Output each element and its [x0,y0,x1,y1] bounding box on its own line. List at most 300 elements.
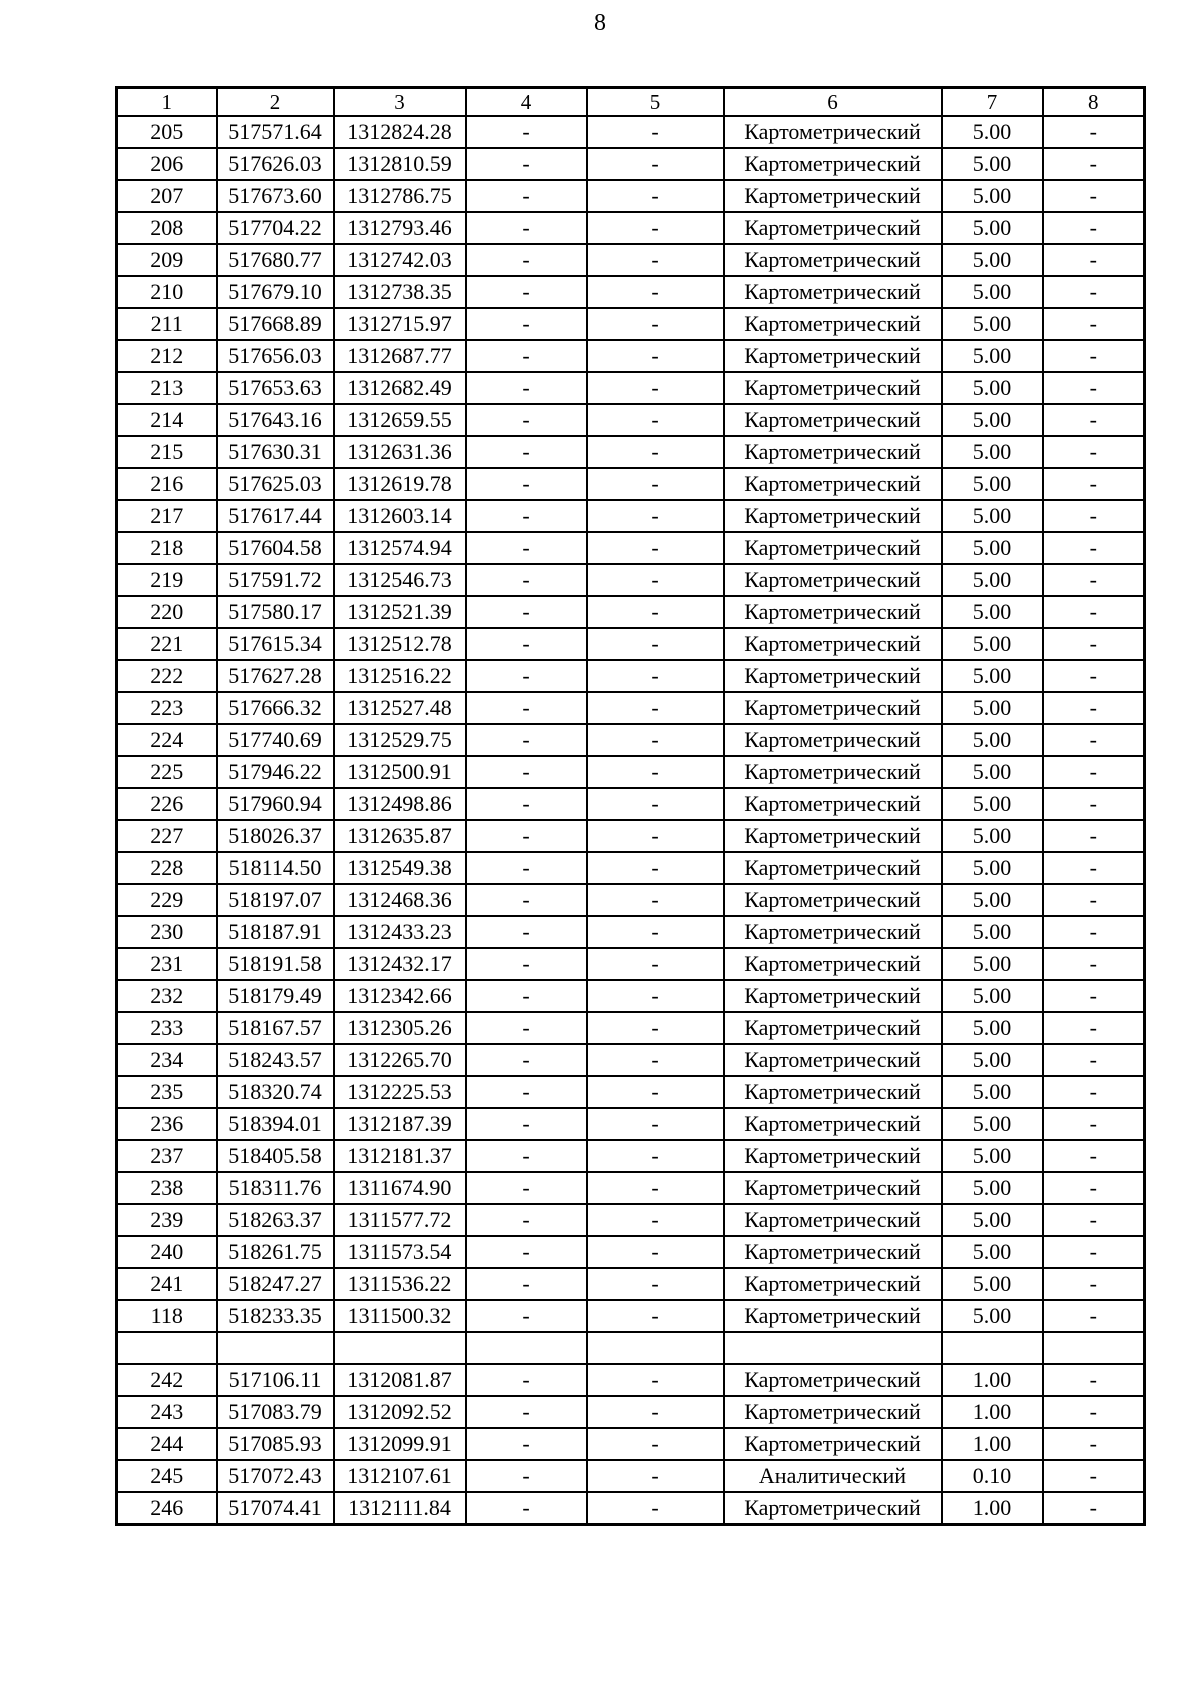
column-8-cell: - [1043,372,1145,404]
accuracy-cell: 5.00 [942,532,1043,564]
method-cell: Картометрический [724,916,942,948]
method-cell: Картометрический [724,884,942,916]
method-cell: Картометрический [724,724,942,756]
accuracy-cell: 5.00 [942,340,1043,372]
accuracy-cell: 5.00 [942,692,1043,724]
x-coordinate-cell: 517074.41 [217,1492,334,1525]
column-8-cell: - [1043,1364,1145,1396]
y-coordinate-cell: 1312181.37 [334,1140,466,1172]
column-5-cell: - [587,532,724,564]
point-number-cell: 207 [117,180,217,212]
method-cell: Картометрический [724,180,942,212]
table-row [117,1268,1145,1300]
point-number-cell: 227 [117,820,217,852]
point-number-cell: 239 [117,1204,217,1236]
column-4-cell: - [466,884,587,916]
table-row [117,276,1145,308]
point-number-cell: 215 [117,436,217,468]
column-8-cell: - [1043,1428,1145,1460]
accuracy-cell: 1.00 [942,1428,1043,1460]
point-number-cell: 233 [117,1012,217,1044]
accuracy-cell: 5.00 [942,724,1043,756]
column-4-cell: - [466,1492,587,1525]
column-5-cell: - [587,1236,724,1268]
column-5-cell: - [587,404,724,436]
method-cell: Картометрический [724,1428,942,1460]
x-coordinate-cell: 517106.11 [217,1364,334,1396]
column-4-cell: - [466,276,587,308]
column-5-cell: - [587,1364,724,1396]
y-coordinate-cell: 1311573.54 [334,1236,466,1268]
column-5-cell: - [587,1300,724,1332]
column-5-cell: - [587,660,724,692]
column-8-cell: - [1043,468,1145,500]
column-5-cell: - [587,820,724,852]
y-coordinate-cell: 1312527.48 [334,692,466,724]
table-row [117,980,1145,1012]
x-coordinate-cell: 517740.69 [217,724,334,756]
x-coordinate-cell: 518179.49 [217,980,334,1012]
y-coordinate-cell: 1312516.22 [334,660,466,692]
accuracy-cell: 1.00 [942,1492,1043,1525]
x-coordinate-cell: 518197.07 [217,884,334,916]
column-5-cell: - [587,692,724,724]
accuracy-cell: 5.00 [942,628,1043,660]
accuracy-cell: 5.00 [942,948,1043,980]
table-row [117,564,1145,596]
x-coordinate-cell: 518311.76 [217,1172,334,1204]
method-cell: Картометрический [724,852,942,884]
x-coordinate-cell: 518263.37 [217,1204,334,1236]
column-5-cell: - [587,1492,724,1525]
column-8-cell: - [1043,1268,1145,1300]
y-coordinate-cell: 1312305.26 [334,1012,466,1044]
accuracy-cell: 1.00 [942,1396,1043,1428]
method-cell: Картометрический [724,372,942,404]
column-5-cell: - [587,244,724,276]
column-4-cell: - [466,1364,587,1396]
column-header: 6 [724,88,942,117]
y-coordinate-cell: 1312793.46 [334,212,466,244]
column-4-cell: - [466,1140,587,1172]
accuracy-cell: 5.00 [942,308,1043,340]
method-cell: Картометрический [724,596,942,628]
x-coordinate-cell: 518026.37 [217,820,334,852]
column-8-cell: - [1043,340,1145,372]
column-5-cell: - [587,788,724,820]
column-4-cell: - [466,1076,587,1108]
table-row [117,180,1145,212]
column-5-cell: - [587,500,724,532]
x-coordinate-cell: 517666.32 [217,692,334,724]
accuracy-cell: 5.00 [942,1012,1043,1044]
y-coordinate-cell: 1312521.39 [334,596,466,628]
column-4-cell: - [466,1396,587,1428]
x-coordinate-cell: 517653.63 [217,372,334,404]
column-8-cell: - [1043,756,1145,788]
accuracy-cell [942,1332,1043,1364]
table-row [117,116,1145,148]
method-cell [724,1332,942,1364]
point-number-cell: 241 [117,1268,217,1300]
accuracy-cell: 5.00 [942,820,1043,852]
method-cell: Картометрический [724,340,942,372]
point-number-cell: 231 [117,948,217,980]
accuracy-cell: 5.00 [942,756,1043,788]
accuracy-cell: 5.00 [942,244,1043,276]
table-row [117,212,1145,244]
table-row [117,1364,1145,1396]
point-number-cell: 223 [117,692,217,724]
method-cell: Картометрический [724,1012,942,1044]
point-number-cell: 226 [117,788,217,820]
table-row [117,1172,1145,1204]
point-number-cell: 234 [117,1044,217,1076]
table-row [117,244,1145,276]
y-coordinate-cell: 1311674.90 [334,1172,466,1204]
y-coordinate-cell: 1312738.35 [334,276,466,308]
table-row [117,468,1145,500]
y-coordinate-cell: 1312432.17 [334,948,466,980]
table-row [117,436,1145,468]
accuracy-cell: 5.00 [942,1044,1043,1076]
column-8-cell: - [1043,180,1145,212]
point-number-cell: 229 [117,884,217,916]
method-cell: Картометрический [724,1172,942,1204]
method-cell: Картометрический [724,276,942,308]
point-number-cell [117,1332,217,1364]
x-coordinate-cell: 518394.01 [217,1108,334,1140]
table-row [117,852,1145,884]
table-row [117,1204,1145,1236]
accuracy-cell: 5.00 [942,1236,1043,1268]
x-coordinate-cell [217,1332,334,1364]
column-4-cell: - [466,1012,587,1044]
table-row [117,916,1145,948]
accuracy-cell: 5.00 [942,436,1043,468]
table-row [117,788,1145,820]
table-row [117,1236,1145,1268]
column-5-cell: - [587,1076,724,1108]
y-coordinate-cell: 1312099.91 [334,1428,466,1460]
column-8-cell: - [1043,244,1145,276]
column-4-cell: - [466,1460,587,1492]
column-4-cell: - [466,1236,587,1268]
column-8-cell: - [1043,1236,1145,1268]
point-number-cell: 220 [117,596,217,628]
table-row [117,1076,1145,1108]
table-row [117,884,1145,916]
column-4-cell: - [466,564,587,596]
column-5-cell: - [587,372,724,404]
coordinates-table [115,86,1146,1526]
x-coordinate-cell: 518167.57 [217,1012,334,1044]
y-coordinate-cell: 1312265.70 [334,1044,466,1076]
column-4-cell: - [466,468,587,500]
x-coordinate-cell: 517591.72 [217,564,334,596]
accuracy-cell: 5.00 [942,1300,1043,1332]
point-number-cell: 244 [117,1428,217,1460]
x-coordinate-cell: 517627.28 [217,660,334,692]
column-8-cell: - [1043,628,1145,660]
y-coordinate-cell: 1312107.61 [334,1460,466,1492]
point-number-cell: 217 [117,500,217,532]
accuracy-cell: 5.00 [942,1076,1043,1108]
point-number-cell: 230 [117,916,217,948]
x-coordinate-cell: 517626.03 [217,148,334,180]
point-number-cell: 235 [117,1076,217,1108]
accuracy-cell: 5.00 [942,1268,1043,1300]
column-4-cell: - [466,692,587,724]
x-coordinate-cell: 517679.10 [217,276,334,308]
y-coordinate-cell [334,1332,466,1364]
column-4-cell: - [466,788,587,820]
method-cell: Картометрический [724,660,942,692]
column-5-cell: - [587,1204,724,1236]
page-number: 8 [594,10,606,36]
point-number-cell: 224 [117,724,217,756]
column-4-cell: - [466,308,587,340]
column-4-cell: - [466,532,587,564]
method-cell: Картометрический [724,404,942,436]
column-5-cell: - [587,116,724,148]
accuracy-cell: 5.00 [942,404,1043,436]
column-5-cell: - [587,1044,724,1076]
method-cell: Картометрический [724,1236,942,1268]
column-8-cell: - [1043,1492,1145,1525]
accuracy-cell: 5.00 [942,1140,1043,1172]
x-coordinate-cell: 518191.58 [217,948,334,980]
column-header: 5 [587,88,724,117]
table-row [117,1460,1145,1492]
method-cell: Картометрический [724,820,942,852]
method-cell: Картометрический [724,1140,942,1172]
table-row [117,692,1145,724]
method-cell: Картометрический [724,116,942,148]
point-number-cell: 228 [117,852,217,884]
method-cell: Картометрический [724,628,942,660]
accuracy-cell: 5.00 [942,1172,1043,1204]
y-coordinate-cell: 1312081.87 [334,1364,466,1396]
x-coordinate-cell: 517580.17 [217,596,334,628]
method-cell: Картометрический [724,948,942,980]
method-cell: Картометрический [724,788,942,820]
table-row [117,820,1145,852]
column-8-cell: - [1043,980,1145,1012]
column-4-cell: - [466,1108,587,1140]
x-coordinate-cell: 517615.34 [217,628,334,660]
method-cell: Картометрический [724,1268,942,1300]
y-coordinate-cell: 1312631.36 [334,436,466,468]
column-4-cell: - [466,244,587,276]
method-cell: Картометрический [724,1044,942,1076]
column-5-cell: - [587,1396,724,1428]
column-5-cell: - [587,1012,724,1044]
column-header: 4 [466,88,587,117]
column-5-cell: - [587,468,724,500]
method-cell: Картометрический [724,468,942,500]
column-header: 3 [334,88,466,117]
table-row [117,308,1145,340]
point-number-cell: 232 [117,980,217,1012]
column-8-cell: - [1043,1460,1145,1492]
x-coordinate-cell: 517604.58 [217,532,334,564]
column-5-cell: - [587,1140,724,1172]
column-4-cell: - [466,1300,587,1332]
column-8-cell: - [1043,148,1145,180]
table-row [117,628,1145,660]
accuracy-cell: 5.00 [942,852,1043,884]
x-coordinate-cell: 517946.22 [217,756,334,788]
column-5-cell: - [587,916,724,948]
y-coordinate-cell: 1312342.66 [334,980,466,1012]
y-coordinate-cell: 1312810.59 [334,148,466,180]
column-5-cell: - [587,628,724,660]
x-coordinate-cell: 517571.64 [217,116,334,148]
point-number-cell: 208 [117,212,217,244]
y-coordinate-cell: 1312574.94 [334,532,466,564]
column-4-cell: - [466,212,587,244]
method-cell: Картометрический [724,436,942,468]
x-coordinate-cell: 518261.75 [217,1236,334,1268]
y-coordinate-cell: 1312187.39 [334,1108,466,1140]
column-8-cell: - [1043,1140,1145,1172]
table-row [117,1108,1145,1140]
column-8-cell: - [1043,596,1145,628]
point-number-cell: 237 [117,1140,217,1172]
accuracy-cell: 5.00 [942,660,1043,692]
y-coordinate-cell: 1312512.78 [334,628,466,660]
column-4-cell: - [466,1428,587,1460]
y-coordinate-cell: 1312092.52 [334,1396,466,1428]
method-cell: Картометрический [724,1300,942,1332]
column-5-cell: - [587,1428,724,1460]
accuracy-cell: 5.00 [942,180,1043,212]
point-number-cell: 236 [117,1108,217,1140]
column-8-cell: - [1043,532,1145,564]
accuracy-cell: 5.00 [942,916,1043,948]
column-8-cell: - [1043,1172,1145,1204]
y-coordinate-cell: 1312715.97 [334,308,466,340]
method-cell: Картометрический [724,1364,942,1396]
table-row [117,596,1145,628]
column-8-cell: - [1043,308,1145,340]
y-coordinate-cell: 1312786.75 [334,180,466,212]
point-number-cell: 240 [117,1236,217,1268]
column-8-cell: - [1043,1204,1145,1236]
x-coordinate-cell: 518405.58 [217,1140,334,1172]
y-coordinate-cell: 1312546.73 [334,564,466,596]
point-number-cell: 219 [117,564,217,596]
y-coordinate-cell: 1312682.49 [334,372,466,404]
method-cell: Картометрический [724,1492,942,1525]
table-row [117,724,1145,756]
column-4-cell: - [466,948,587,980]
point-number-cell: 214 [117,404,217,436]
accuracy-cell: 5.00 [942,468,1043,500]
table-header-row [117,88,1145,117]
point-number-cell: 243 [117,1396,217,1428]
y-coordinate-cell: 1312498.86 [334,788,466,820]
table-row [117,340,1145,372]
column-5-cell: - [587,724,724,756]
column-5-cell: - [587,308,724,340]
column-4-cell: - [466,628,587,660]
y-coordinate-cell: 1311500.32 [334,1300,466,1332]
accuracy-cell: 5.00 [942,1204,1043,1236]
column-4-cell: - [466,1268,587,1300]
x-coordinate-cell: 517085.93 [217,1428,334,1460]
column-5-cell: - [587,980,724,1012]
column-5-cell [587,1332,724,1364]
column-5-cell: - [587,436,724,468]
table-row [117,756,1145,788]
x-coordinate-cell: 518243.57 [217,1044,334,1076]
column-8-cell: - [1043,436,1145,468]
y-coordinate-cell: 1312742.03 [334,244,466,276]
accuracy-cell: 1.00 [942,1364,1043,1396]
point-number-cell: 245 [117,1460,217,1492]
point-number-cell: 238 [117,1172,217,1204]
accuracy-cell: 5.00 [942,884,1043,916]
column-8-cell: - [1043,500,1145,532]
column-8-cell: - [1043,1396,1145,1428]
column-8-cell: - [1043,1300,1145,1332]
x-coordinate-cell: 517643.16 [217,404,334,436]
x-coordinate-cell: 517680.77 [217,244,334,276]
column-5-cell: - [587,212,724,244]
y-coordinate-cell: 1312500.91 [334,756,466,788]
x-coordinate-cell: 517083.79 [217,1396,334,1428]
y-coordinate-cell: 1312468.36 [334,884,466,916]
column-4-cell: - [466,148,587,180]
table-row [117,1428,1145,1460]
table-row [117,1396,1145,1428]
column-8-cell: - [1043,884,1145,916]
column-header: 2 [217,88,334,117]
column-4-cell: - [466,980,587,1012]
point-number-cell: 211 [117,308,217,340]
column-8-cell [1043,1332,1145,1364]
y-coordinate-cell: 1312549.38 [334,852,466,884]
column-8-cell: - [1043,404,1145,436]
column-4-cell: - [466,916,587,948]
table-row [117,948,1145,980]
method-cell: Картометрический [724,564,942,596]
column-8-cell: - [1043,1044,1145,1076]
accuracy-cell: 5.00 [942,564,1043,596]
y-coordinate-cell: 1312111.84 [334,1492,466,1525]
method-cell: Картометрический [724,756,942,788]
method-cell: Картометрический [724,500,942,532]
column-5-cell: - [587,756,724,788]
y-coordinate-cell: 1312824.28 [334,116,466,148]
column-4-cell: - [466,436,587,468]
accuracy-cell: 5.00 [942,980,1043,1012]
column-header: 8 [1043,88,1145,117]
point-number-cell: 209 [117,244,217,276]
column-5-cell: - [587,948,724,980]
column-4-cell: - [466,340,587,372]
column-5-cell: - [587,1172,724,1204]
point-number-cell: 212 [117,340,217,372]
column-4-cell: - [466,116,587,148]
column-5-cell: - [587,852,724,884]
column-8-cell: - [1043,660,1145,692]
accuracy-cell: 5.00 [942,212,1043,244]
accuracy-cell: 5.00 [942,500,1043,532]
y-coordinate-cell: 1312225.53 [334,1076,466,1108]
